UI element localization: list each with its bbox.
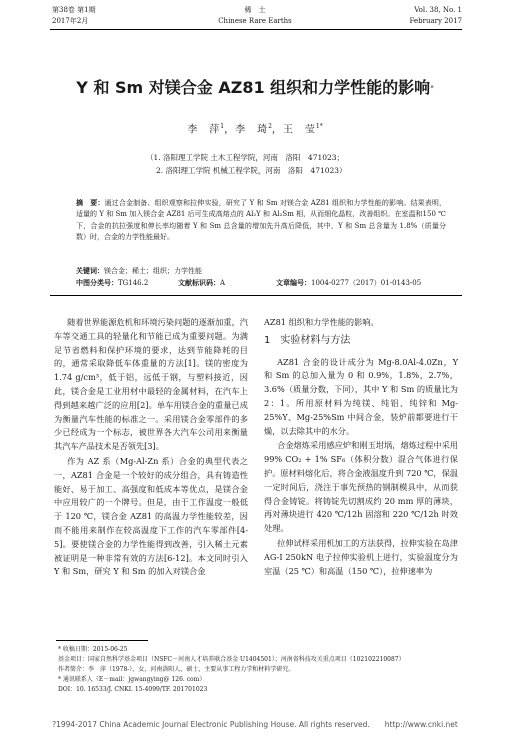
author-name: 李 琦 — [235, 124, 269, 136]
footnote-corresponding-author: * 通讯联系人（E－mail：jgwangying@ 126. com） — [58, 676, 206, 683]
body-paragraph: 作为 AZ 系（Mg-Al-Zn 系）合金的典型代表之一，AZ81 合金是一个较好的成分组合，具有铸造性能好、易于加工、高强度和低成本等优点，是镁合金中应用较广的一个牌号。但是，由于工作温度一般低于 120 ℃，镁合金 AZ81 的高温力学性能较差，因而不能用来制作在较高温度下工作的汽车零部件[4-5]。要使镁合金的力学性能得到改善，引入稀土元素被证明是一种非常有效的方法[6-12]。本文同时引入 Y 和 Sm，研究 Y 和 Sm 的加入对镁合金 — [54, 455, 248, 577]
header-volume-issue: 第38卷 第1期 — [52, 6, 96, 14]
footnote-received-date: * 收稿日期：2015-06-25 — [58, 646, 128, 653]
author-name: 李 萍 — [187, 124, 221, 136]
author-affiliation-mark: 1 — [220, 123, 225, 130]
body-paragraph: 随着世界能源危机和环境污染问题的逐渐加重，汽车等交通工具的轻量化和节能已成为重要问题。为满足节省燃料和保护环境的要求，达到节能降耗的目的，通常采取降低车体重量的方法[1]。镁的密度为 1.74 g/cm³，低于铝，远低于钢，与塑料接近，因此，镁合金是工业用材中最轻的金属材料，在汽车上得到越来越广泛的应用[2]。单车用镁合金的重量已成为衡量汽车性能的标准之一。采用镁合金零部件的多少已经成为一个标志，被世界各大汽车公司用来衡量其汽车产品技术是否领先[3]。 — [54, 317, 248, 452]
article-number-value: 1004-0277（2017）01-0143-05 — [311, 279, 422, 287]
keywords-label: 关键词： — [76, 266, 104, 275]
abstract-label: 摘 要： — [76, 198, 105, 207]
body-paragraph: 合金熔炼采用感应炉和刚玉坩埚，熔炼过程中采用 99% CO₂ + 1% SF₆（体积分数）混合气体进行保护。原材料熔化后，将合金液温度升到 720 ℃，保温一定时间后，浇注于事先预热的钢制模具中，从而获得合金铸锭。将铸锭先切割成约 20 mm 厚的薄块，再对薄块进行 420 ℃/12h 固溶和 220 ℃/12h 时效处理。 — [264, 440, 458, 534]
clc-value: TG146.2 — [118, 279, 149, 287]
header-volume-en: Vol. 38, No. 1 — [414, 6, 462, 14]
document-code-value: A — [220, 279, 226, 287]
author-name: 王 莹 — [282, 124, 316, 136]
header-date-en: February 2017 — [409, 17, 462, 25]
article-number-label: 文章编号： — [276, 278, 311, 287]
copyright-line: ?1994-2017 China Academic Journal Electronic Publishing House. All rights reserved. http://www.cnki.net — [52, 720, 458, 729]
body-column-right — [264, 316, 458, 579]
article-number — [276, 277, 421, 289]
footnote-rule — [56, 640, 148, 641]
author-affiliation-mark: 2 — [268, 123, 272, 130]
author-list: 李 萍$^1$，李 琦$^2$，王 莹$^{1*}$ — [187, 123, 323, 136]
footnote-funding: 基金项目：国家自然科学基金项目（NSFC－河南人才培养联合基金 U1404501）；河南省科技攻关重点项目（102102210087） — [58, 656, 405, 663]
keywords-text: 镁合金；稀土；组织；力学性能 — [104, 267, 202, 275]
abstract — [76, 197, 446, 244]
header-journal-name-en: Chinese Rare Earths — [218, 17, 292, 25]
footnotes — [58, 645, 478, 695]
document-code-label: 文献标识码： — [178, 278, 220, 287]
affiliation-line: （1. 洛阳理工学院 土木工程学院，河南 洛阳 471023； — [146, 153, 345, 162]
body-paragraph: AZ81 合金的设计成分为 Mg-8.0Al-4.0Zn，Y 和 Sm 的总加入量为 0 和 0.9%，1.8%，2.7%，3.6%（质量分数，下同），其中 Y 和 Sm 的质量比为2：1。所用原材料为纯镁、纯铝、纯锌和 Mg-25%Y、Mg-25%Sm 中间合金，装炉前都要进行干燥，以去除其中的水分。 — [264, 356, 458, 436]
abstract-rule — [50, 295, 462, 296]
title-footnote-mark: * — [430, 84, 434, 92]
header-rule — [50, 29, 462, 30]
body-paragraph-continuation: AZ81 组织和力学性能的影响。 — [264, 317, 379, 327]
body-column-left — [54, 316, 248, 580]
header-journal-name: 稀 土 — [244, 6, 266, 14]
article-title-text: Y 和 Sm 对镁合金 AZ81 组织和力学性能的影响 — [76, 78, 431, 97]
body-paragraph: 拉伸试样采用机加工的方法获得，拉伸实验在岛津 AG-I 250kN 电子拉伸实验机上进行，实验温度分为室温（25 ℃）和高温（150 ℃），拉伸速率为 — [264, 537, 458, 576]
author-affiliation-mark: 1* — [315, 123, 323, 130]
header-date: 2017年2月 — [52, 17, 89, 25]
abstract-text: 通过合金制备、组织观察和拉伸实验，研究了 Y 和 Sm 对镁合金 AZ81 组织和力学性能的影响。结果表明，适量的 Y 和 Sm 加入镁合金 AZ81 后可生成高熔点的 Al₂Y 和 Al₂Sm 相，从而细化晶粒，改善组织。在室温和150 ℃下，合金的抗拉强度和伸长率均随着 Y 和 Sm 总含量的增加先升高后降低，其中，Y 和 Sm 总含量为 1.8%（质量分数）时，合金的力学性能最好。 — [76, 199, 447, 242]
section-heading: 1 实验材料与方法 — [264, 334, 351, 346]
clc-number — [76, 277, 148, 289]
document-code — [178, 277, 225, 289]
affiliation-line: 2. 洛阳理工学院 机械工程学院，河南 洛阳 471023） — [156, 166, 347, 175]
clc-label: 中图分类号： — [76, 278, 118, 287]
article-title — [0, 78, 510, 98]
keywords — [76, 265, 202, 277]
footnote-doi: DOI：10. 16533/J. CNKI. 15-4099/TF. 201701023 — [58, 686, 208, 693]
footnote-author-bio: 作者简介：李 萍（1978-），女，河南洛阳人，硕士，主要从事工程力学和材料学研究。 — [58, 666, 295, 673]
